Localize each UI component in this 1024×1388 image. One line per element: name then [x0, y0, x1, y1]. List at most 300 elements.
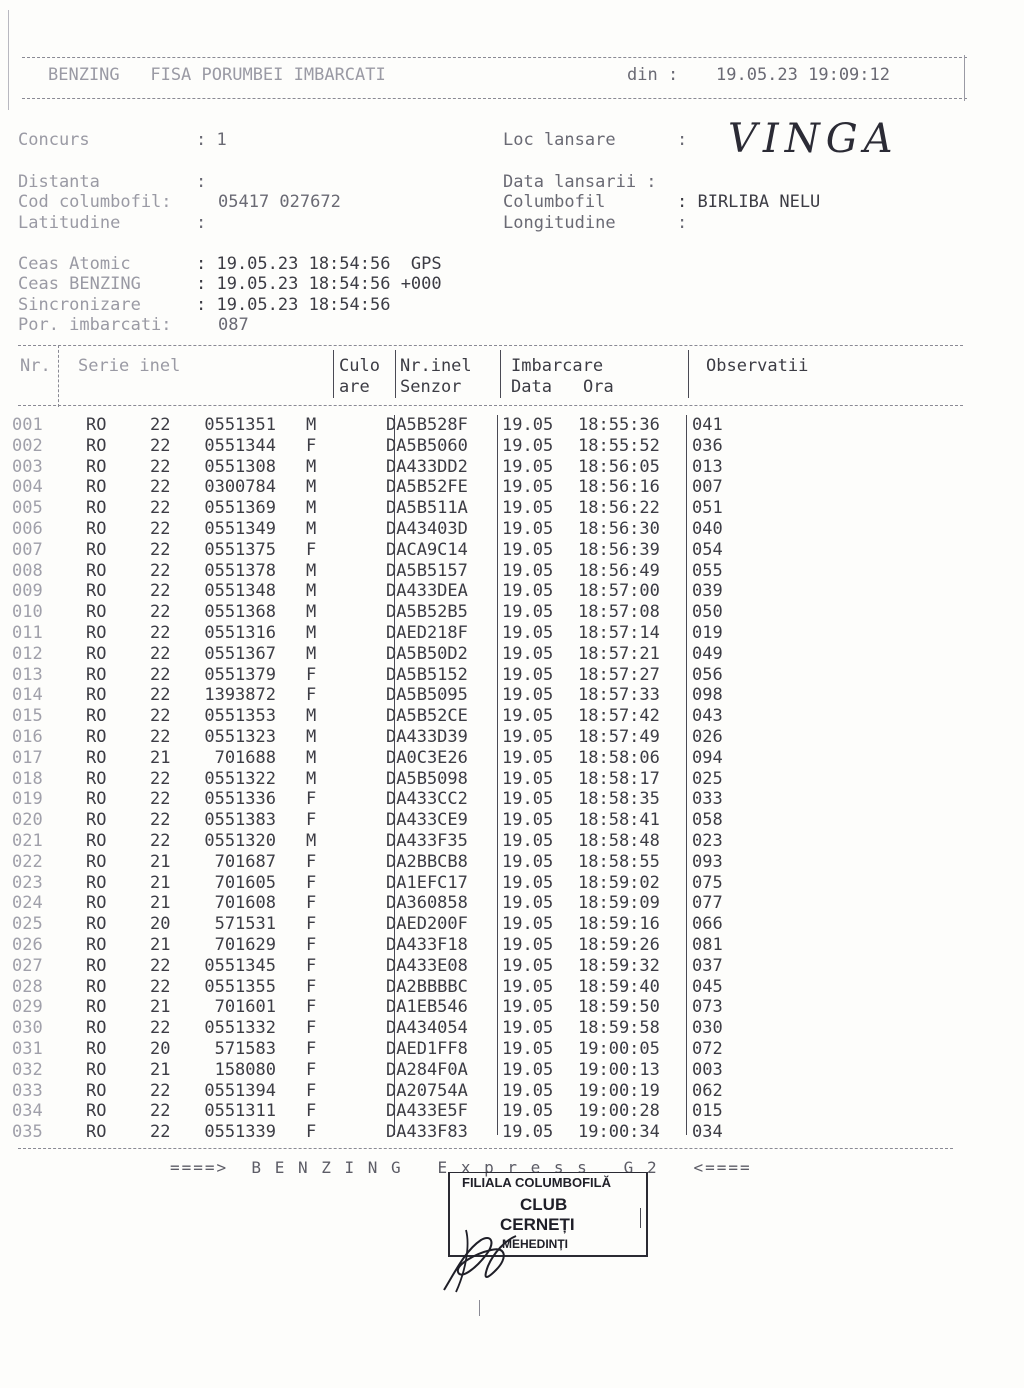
cell-date: 19.05 [502, 976, 554, 997]
cell-idx: 006 [12, 519, 43, 539]
cell-date: 19.05 [502, 1101, 554, 1122]
cell-idx: 012 [12, 643, 43, 664]
cell-country: RO [86, 581, 107, 602]
cell-idx: 030 [12, 1018, 43, 1039]
cell-year: 22 [150, 560, 171, 581]
cell-sensor: DA433E5F [386, 1101, 468, 1122]
table-row [0, 873, 1024, 894]
cell-sensor: DA433D39 [386, 727, 468, 747]
header-nr: Nr. [20, 356, 51, 376]
cell-country: RO [86, 519, 107, 539]
cell-sex: M [306, 477, 317, 498]
cell-idx: 034 [12, 1101, 43, 1122]
table-col-divider [395, 350, 396, 398]
cell-time: 18:56:30 [578, 519, 660, 539]
bottom-tick [479, 1300, 480, 1316]
cell-idx: 010 [12, 602, 43, 623]
table-row [0, 914, 1024, 935]
cell-sensor: DA5B5152 [386, 664, 468, 685]
table-col-divider [333, 350, 334, 398]
cell-country: RO [86, 789, 107, 810]
cell-country: RO [86, 685, 107, 706]
cell-country: RO [86, 1059, 107, 1080]
cell-country: RO [86, 768, 107, 789]
header-ora: Ora [583, 377, 614, 397]
cell-date: 19.05 [502, 623, 554, 643]
cell-year: 22 [150, 789, 171, 810]
cell-ring: 701688 [214, 747, 276, 768]
cell-obs: 055 [692, 560, 723, 581]
cell-obs: 075 [692, 872, 723, 893]
cell-country: RO [86, 706, 107, 727]
cell-sex: M [306, 747, 317, 768]
table-row [0, 1060, 1024, 1081]
cell-date: 19.05 [502, 602, 554, 623]
cell-sex: M [306, 727, 317, 747]
por-imbarcati-value: 087 [218, 315, 249, 335]
cell-obs: 003 [692, 1059, 723, 1080]
cell-idx: 020 [12, 810, 43, 831]
table-row [0, 748, 1024, 769]
cell-obs: 039 [692, 581, 723, 602]
cell-time: 19:00:34 [578, 1122, 660, 1143]
cell-country: RO [86, 1039, 107, 1059]
cell-ring: 0551368 [204, 602, 276, 623]
cell-idx: 016 [12, 727, 43, 747]
cell-year: 21 [150, 1059, 171, 1080]
cell-sex: F [306, 997, 317, 1018]
cell-date: 19.05 [502, 893, 554, 914]
ceas-benzing-label: Ceas BENZING [18, 274, 141, 294]
header-observatii: Observatii [706, 356, 809, 376]
cell-date: 19.05 [502, 1039, 554, 1059]
table-row [0, 1039, 1024, 1060]
cell-obs: 037 [692, 955, 723, 976]
cell-sensor: DA2BBBBC [386, 976, 468, 997]
cell-year: 22 [150, 831, 171, 851]
cell-idx: 024 [12, 893, 43, 914]
cell-date: 19.05 [502, 560, 554, 581]
stamp-tick [640, 1208, 641, 1228]
cell-ring: 0551336 [204, 789, 276, 810]
cell-year: 22 [150, 1018, 171, 1039]
header-data: Data [511, 377, 552, 397]
stamp-line-1: FILIALA COLUMBOFILĂ [462, 1175, 611, 1190]
header-culoare: Culo [339, 356, 380, 376]
sincronizare-label: Sincronizare [18, 295, 141, 315]
cell-time: 18:57:49 [578, 727, 660, 747]
cell-sensor: DA5B52B5 [386, 602, 468, 623]
por-imbarcati-label: Por. imbarcati: [18, 315, 172, 335]
header-senzor: Nr.inel [400, 356, 472, 376]
cell-country: RO [86, 851, 107, 872]
cell-ring: 0551351 [204, 415, 276, 435]
cell-ring: 0551394 [204, 1080, 276, 1101]
table-row [0, 665, 1024, 686]
cell-sensor: DAED200F [386, 914, 468, 935]
cell-idx: 022 [12, 851, 43, 872]
cell-sex: M [306, 768, 317, 789]
cell-date: 19.05 [502, 1122, 554, 1143]
table-row [0, 956, 1024, 977]
cell-sex: F [306, 1122, 317, 1143]
cell-time: 18:57:21 [578, 643, 660, 664]
cell-ring: 0551308 [204, 456, 276, 477]
cell-obs: 081 [692, 935, 723, 955]
cell-time: 18:59:16 [578, 914, 660, 935]
table-row [0, 1101, 1024, 1122]
header-top-rule [22, 57, 967, 58]
loc-lansare-sep: : [677, 130, 688, 150]
cell-country: RO [86, 602, 107, 623]
cell-obs: 013 [692, 456, 723, 477]
cell-sensor: DA5B511A [386, 498, 468, 519]
cell-country: RO [86, 727, 107, 747]
table-row [0, 519, 1024, 540]
stamp-line-3: CERNEȚI [500, 1215, 575, 1234]
longitudine-label: Longitudine [503, 213, 616, 233]
cell-sex: M [306, 498, 317, 519]
cell-obs: 066 [692, 914, 723, 935]
table-row [0, 1018, 1024, 1039]
cell-sex: M [306, 581, 317, 602]
cell-idx: 003 [12, 456, 43, 477]
cell-sex: M [306, 560, 317, 581]
cell-sensor: DA5B528F [386, 415, 468, 435]
table-row [0, 977, 1024, 998]
cell-sex: F [306, 1059, 317, 1080]
cell-sensor: DA433F18 [386, 935, 468, 955]
cell-idx: 019 [12, 789, 43, 810]
cell-sensor: DA5B5060 [386, 435, 468, 456]
header-senzor-2: Senzor [400, 377, 462, 397]
ceas-atomic-label: Ceas Atomic [18, 254, 131, 274]
cell-year: 22 [150, 685, 171, 706]
concurs-label: Concurs [18, 130, 90, 150]
cell-country: RO [86, 1080, 107, 1101]
cell-sensor: DA1EB546 [386, 997, 468, 1018]
cell-date: 19.05 [502, 955, 554, 976]
cell-year: 22 [150, 810, 171, 831]
cell-ring: 701605 [214, 872, 276, 893]
cell-year: 22 [150, 664, 171, 685]
cell-country: RO [86, 415, 107, 435]
cell-country: RO [86, 623, 107, 643]
cell-year: 21 [150, 851, 171, 872]
cell-time: 18:57:42 [578, 706, 660, 727]
cell-idx: 005 [12, 498, 43, 519]
cell-year: 22 [150, 498, 171, 519]
cod-columbofil-label: Cod columbofil: [18, 192, 172, 212]
cell-ring: 0551339 [204, 1122, 276, 1143]
cell-country: RO [86, 810, 107, 831]
cell-obs: 025 [692, 768, 723, 789]
cell-date: 19.05 [502, 477, 554, 498]
cell-year: 21 [150, 935, 171, 955]
table-row [0, 581, 1024, 602]
cell-idx: 027 [12, 955, 43, 976]
print-date-value: 19.05.23 19:09:12 [716, 65, 890, 85]
cell-ring: 158080 [214, 1059, 276, 1080]
cell-date: 19.05 [502, 581, 554, 602]
cell-obs: 043 [692, 706, 723, 727]
cell-obs: 015 [692, 1101, 723, 1122]
header-serie-inel: Serie inel [78, 356, 181, 376]
cell-sensor: DA433F83 [386, 1122, 468, 1143]
cell-year: 20 [150, 914, 171, 935]
cell-year: 22 [150, 768, 171, 789]
ceas-benzing-value: : 19.05.23 18:54:56 +000 [196, 274, 442, 294]
cell-year: 22 [150, 519, 171, 539]
cell-time: 18:59:09 [578, 893, 660, 914]
cell-ring: 0551332 [204, 1018, 276, 1039]
cell-time: 18:57:08 [578, 602, 660, 623]
cell-sensor: DA433CE9 [386, 810, 468, 831]
cell-sex: M [306, 602, 317, 623]
cell-country: RO [86, 747, 107, 768]
cell-sex: F [306, 1018, 317, 1039]
cell-sex: F [306, 810, 317, 831]
table-row [0, 457, 1024, 478]
cell-idx: 013 [12, 664, 43, 685]
cell-obs: 036 [692, 435, 723, 456]
stamp-line-4: MEHEDINȚI [502, 1237, 568, 1251]
cell-obs: 056 [692, 664, 723, 685]
cell-sex: F [306, 685, 317, 706]
table-row [0, 935, 1024, 956]
cell-idx: 023 [12, 872, 43, 893]
cell-time: 18:59:40 [578, 976, 660, 997]
cell-sensor: DA5B5098 [386, 768, 468, 789]
cell-date: 19.05 [502, 997, 554, 1018]
cell-sex: M [306, 706, 317, 727]
cell-country: RO [86, 831, 107, 851]
cell-ring: 0551322 [204, 768, 276, 789]
cell-ring: 0551349 [204, 519, 276, 539]
cell-year: 22 [150, 477, 171, 498]
cell-sex: F [306, 1039, 317, 1059]
cell-sensor: DA0C3E26 [386, 747, 468, 768]
cell-ring: 0551378 [204, 560, 276, 581]
cell-country: RO [86, 872, 107, 893]
cell-country: RO [86, 955, 107, 976]
loc-lansare-label: Loc lansare [503, 130, 616, 150]
cell-date: 19.05 [502, 810, 554, 831]
cell-sex: M [306, 623, 317, 643]
cell-year: 22 [150, 727, 171, 747]
table-row [0, 769, 1024, 790]
cell-date: 19.05 [502, 851, 554, 872]
cell-sex: F [306, 955, 317, 976]
cell-time: 18:59:50 [578, 997, 660, 1018]
table-row [0, 685, 1024, 706]
cell-time: 18:57:27 [578, 664, 660, 685]
cell-ring: 701601 [214, 997, 276, 1018]
cell-sex: F [306, 1080, 317, 1101]
cell-idx: 025 [12, 914, 43, 935]
cell-time: 19:00:13 [578, 1059, 660, 1080]
cell-idx: 011 [12, 623, 43, 643]
table-row [0, 831, 1024, 852]
cell-time: 18:59:26 [578, 935, 660, 955]
cell-sensor: DA5B5157 [386, 560, 468, 581]
data-lansarii-label: Data lansarii : [503, 172, 657, 192]
cell-obs: 077 [692, 893, 723, 914]
cell-time: 19:00:28 [578, 1101, 660, 1122]
cell-country: RO [86, 643, 107, 664]
cell-obs: 007 [692, 477, 723, 498]
cell-obs: 094 [692, 747, 723, 768]
cell-year: 22 [150, 415, 171, 435]
table-row [0, 602, 1024, 623]
cell-sensor: DA433DD2 [386, 456, 468, 477]
cell-idx: 015 [12, 706, 43, 727]
cell-ring: 0551379 [204, 664, 276, 685]
cell-idx: 007 [12, 539, 43, 560]
cell-country: RO [86, 435, 107, 456]
cell-country: RO [86, 456, 107, 477]
cell-ring: 701629 [214, 935, 276, 955]
cell-ring: 0551320 [204, 831, 276, 851]
header-culoare-2: are [339, 377, 370, 397]
cell-time: 18:58:06 [578, 747, 660, 768]
page-title: BENZING FISA PORUMBEI IMBARCATI [48, 65, 386, 85]
cell-idx: 021 [12, 831, 43, 851]
print-date-label: din : [627, 65, 679, 85]
cell-time: 18:56:16 [578, 477, 660, 498]
cell-obs: 051 [692, 498, 723, 519]
table-row [0, 644, 1024, 665]
cell-obs: 093 [692, 851, 723, 872]
cell-date: 19.05 [502, 706, 554, 727]
cell-sex: F [306, 872, 317, 893]
cell-idx: 028 [12, 976, 43, 997]
cell-year: 22 [150, 706, 171, 727]
cell-time: 18:56:05 [578, 456, 660, 477]
cell-date: 19.05 [502, 435, 554, 456]
cell-idx: 032 [12, 1059, 43, 1080]
cell-year: 22 [150, 955, 171, 976]
cell-time: 18:55:52 [578, 435, 660, 456]
cell-ring: 0551316 [204, 623, 276, 643]
cod-columbofil-value: 05417 027672 [218, 192, 341, 212]
table-row [0, 727, 1024, 748]
cell-sensor: DA5B52FE [386, 477, 468, 498]
table-row [0, 415, 1024, 436]
cell-obs: 026 [692, 727, 723, 747]
cell-date: 19.05 [502, 914, 554, 935]
cell-idx: 033 [12, 1080, 43, 1101]
table-row [0, 706, 1024, 727]
cell-obs: 073 [692, 997, 723, 1018]
cell-date: 19.05 [502, 789, 554, 810]
table-top-rule [18, 345, 963, 346]
distanta-value: : [196, 172, 207, 192]
cell-sex: M [306, 643, 317, 664]
header-bottom-rule [22, 98, 967, 99]
cell-ring: 1393872 [204, 685, 276, 706]
cell-date: 19.05 [502, 685, 554, 706]
cell-sex: M [306, 519, 317, 539]
cell-sensor: DA5B5095 [386, 685, 468, 706]
cell-country: RO [86, 539, 107, 560]
cell-sensor: DA433CC2 [386, 789, 468, 810]
cell-idx: 017 [12, 747, 43, 768]
cell-year: 21 [150, 747, 171, 768]
cell-time: 18:59:32 [578, 955, 660, 976]
cell-time: 19:00:05 [578, 1039, 660, 1059]
cell-time: 18:59:58 [578, 1018, 660, 1039]
cell-sensor: DAED1FF8 [386, 1039, 468, 1059]
cell-sensor: DA5B50D2 [386, 643, 468, 664]
cell-idx: 026 [12, 935, 43, 955]
cell-date: 19.05 [502, 498, 554, 519]
cell-time: 18:57:33 [578, 685, 660, 706]
cell-idx: 018 [12, 768, 43, 789]
cell-time: 18:57:14 [578, 623, 660, 643]
cell-idx: 004 [12, 477, 43, 498]
cell-sensor: DA284F0A [386, 1059, 468, 1080]
cell-time: 18:56:49 [578, 560, 660, 581]
cell-ring: 571583 [214, 1039, 276, 1059]
cell-year: 21 [150, 997, 171, 1018]
cell-ring: 0551311 [204, 1101, 276, 1122]
table-row [0, 540, 1024, 561]
cell-obs: 062 [692, 1080, 723, 1101]
cell-sex: F [306, 664, 317, 685]
cell-date: 19.05 [502, 831, 554, 851]
cell-sensor: DA433F35 [386, 831, 468, 851]
cell-year: 22 [150, 602, 171, 623]
cell-year: 22 [150, 1122, 171, 1143]
cell-idx: 008 [12, 560, 43, 581]
table-row [0, 1081, 1024, 1102]
cell-obs: 045 [692, 976, 723, 997]
cell-obs: 023 [692, 831, 723, 851]
cell-time: 18:56:22 [578, 498, 660, 519]
table-row [0, 561, 1024, 582]
cell-sensor: DA5B52CE [386, 706, 468, 727]
header-imbarcare: Imbarcare [511, 356, 604, 376]
cell-sex: M [306, 415, 317, 435]
cell-ring: 0551369 [204, 498, 276, 519]
table-row [0, 498, 1024, 519]
table-header-rule [18, 405, 963, 406]
table-row [0, 623, 1024, 644]
cell-time: 18:56:39 [578, 539, 660, 560]
cell-date: 19.05 [502, 768, 554, 789]
cell-date: 19.05 [502, 539, 554, 560]
cell-idx: 035 [12, 1122, 43, 1143]
cell-sensor: DA1EFC17 [386, 872, 468, 893]
cell-country: RO [86, 893, 107, 914]
cell-sex: F [306, 435, 317, 456]
latitudine-label: Latitudine [18, 213, 121, 233]
cell-ring: 0551367 [204, 643, 276, 664]
cell-sex: F [306, 935, 317, 955]
cell-sensor: DA360858 [386, 893, 468, 914]
cell-obs: 072 [692, 1039, 723, 1059]
cell-time: 19:00:19 [578, 1080, 660, 1101]
cell-ring: 701687 [214, 851, 276, 872]
cell-country: RO [86, 1018, 107, 1039]
distanta-label: Distanta [18, 172, 100, 192]
cell-sensor: DA20754A [386, 1080, 468, 1101]
cell-idx: 002 [12, 435, 43, 456]
cell-sex: M [306, 456, 317, 477]
cell-obs: 098 [692, 685, 723, 706]
cell-date: 19.05 [502, 1059, 554, 1080]
